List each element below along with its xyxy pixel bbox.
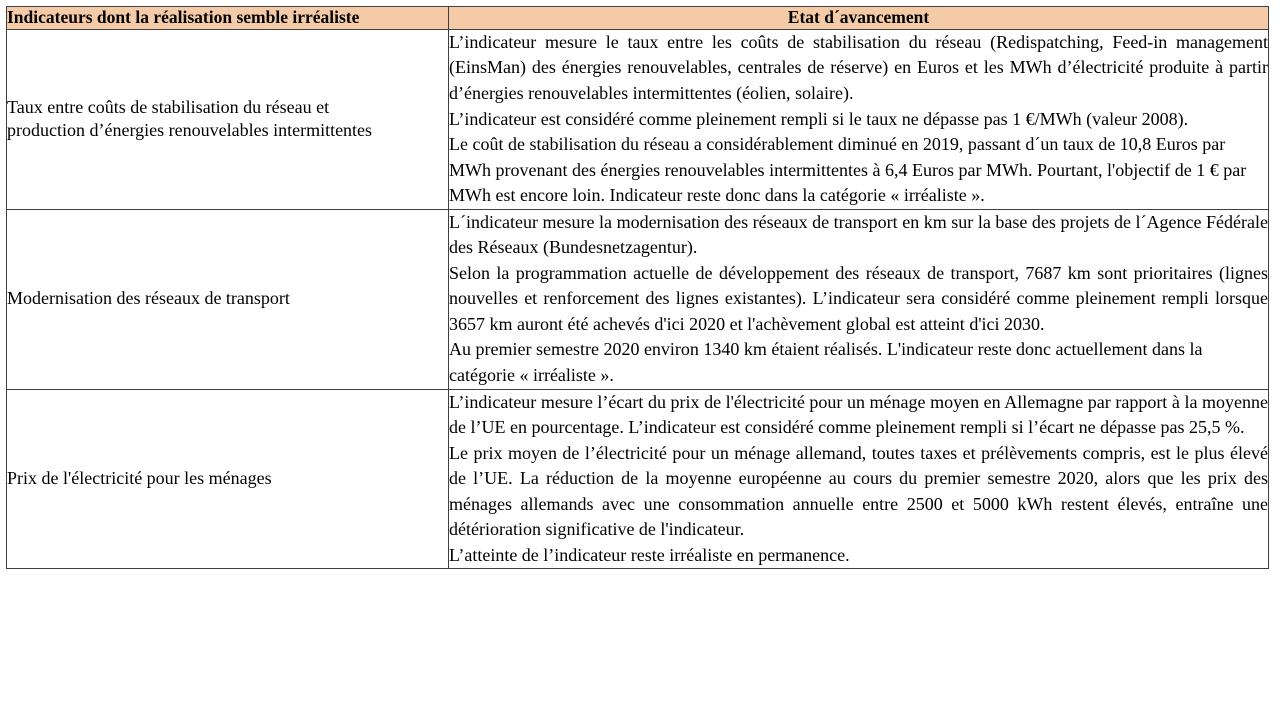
indicator-name-line: production d’énergies renouvelables intermittentes <box>7 120 373 141</box>
indicator-name-cell <box>7 29 449 209</box>
status-paragraph: L’atteinte de l’indicateur reste irréaliste en permanence. <box>449 544 850 565</box>
indicator-name-line: Prix de l'électricité pour les ménages <box>7 468 272 489</box>
status-paragraph: Selon la programmation actuelle de développement des réseaux de transport, 7687 km sont prioritaires (lignes nouvelles et renforcement des lignes existantes). L’indicateur sera considéré comme pleinement rempli lorsque 3657 km auront été achevés d'ici 2020 et l'achèvement global est atteint d'ici 2030. <box>449 262 1268 334</box>
status-paragraph: L’indicateur est considéré comme pleinement rempli si le taux ne dépasse pas 1 €/MWh (valeur 2008). <box>449 108 1189 129</box>
indicator-name-line: Taux entre coûts de stabilisation du réseau et <box>7 96 330 117</box>
status-description-cell <box>449 29 1269 209</box>
table-header-row <box>7 7 1269 30</box>
column-header-indicator: Indicateurs dont la réalisation semble irréaliste <box>7 7 449 30</box>
table-row <box>7 29 1269 209</box>
status-paragraph: L´indicateur mesure la modernisation des réseaux de transport en km sur la base des projets de l´Agence Fédérale des Réseaux (Bundesnetzagentur). <box>449 211 1268 258</box>
indicator-name-cell <box>7 389 449 569</box>
indicator-name-cell <box>7 209 449 389</box>
status-paragraph: Au premier semestre 2020 environ 1340 km étaient réalisés. L'indicateur reste donc actuellement dans la catégorie « irréaliste ». <box>449 339 1203 385</box>
status-paragraph: Le coût de stabilisation du réseau a considérablement diminué en 2019, passant d´un taux de 10,8 Euros par MWh provenant des énergies renouvelables intermittentes à 6,4 Euros par MWh. Pourtant, l'objectif de 1 € par MWh est encore loin. Indicateur reste donc dans la catégorie « irréaliste ». <box>449 134 1247 206</box>
table-row <box>7 389 1269 569</box>
table-body <box>7 29 1269 568</box>
column-header-status: Etat d´avancement <box>449 7 1269 30</box>
table-header <box>7 7 1269 30</box>
status-description-cell <box>449 209 1269 389</box>
indicator-status-table <box>6 6 1269 569</box>
status-description-cell <box>449 389 1269 569</box>
status-paragraph: Le prix moyen de l’électricité pour un ménage allemand, toutes taxes et prélèvements compris, est le plus élevé de l’UE. La réduction de la moyenne européenne au cours du premier semestre 2020, alors que les prix des ménages allemands avec une consommation annuelle entre 2500 et 5000 kWh restent élevés, entraîne une détérioration significative de l'indicateur. <box>449 442 1268 540</box>
status-paragraph: L’indicateur mesure le taux entre les coûts de stabilisation du réseau (Redispatching, Feed-in management (EinsMan) des énergies renouvelables, centrales de réserve) en Euros et les MWh d’électricité produite à partir d’énergies renouvelables intermittentes (éolien, solaire). <box>449 31 1268 103</box>
indicator-name-line: Modernisation des réseaux de transport <box>7 288 290 309</box>
table-row <box>7 209 1269 389</box>
status-paragraph: L’indicateur mesure l’écart du prix de l'électricité pour un ménage moyen en Allemagne par rapport à la moyenne de l’UE en pourcentage. L’indicateur est considéré comme pleinement rempli si l’écart ne dépasse pas 25,5 %. <box>449 391 1268 438</box>
